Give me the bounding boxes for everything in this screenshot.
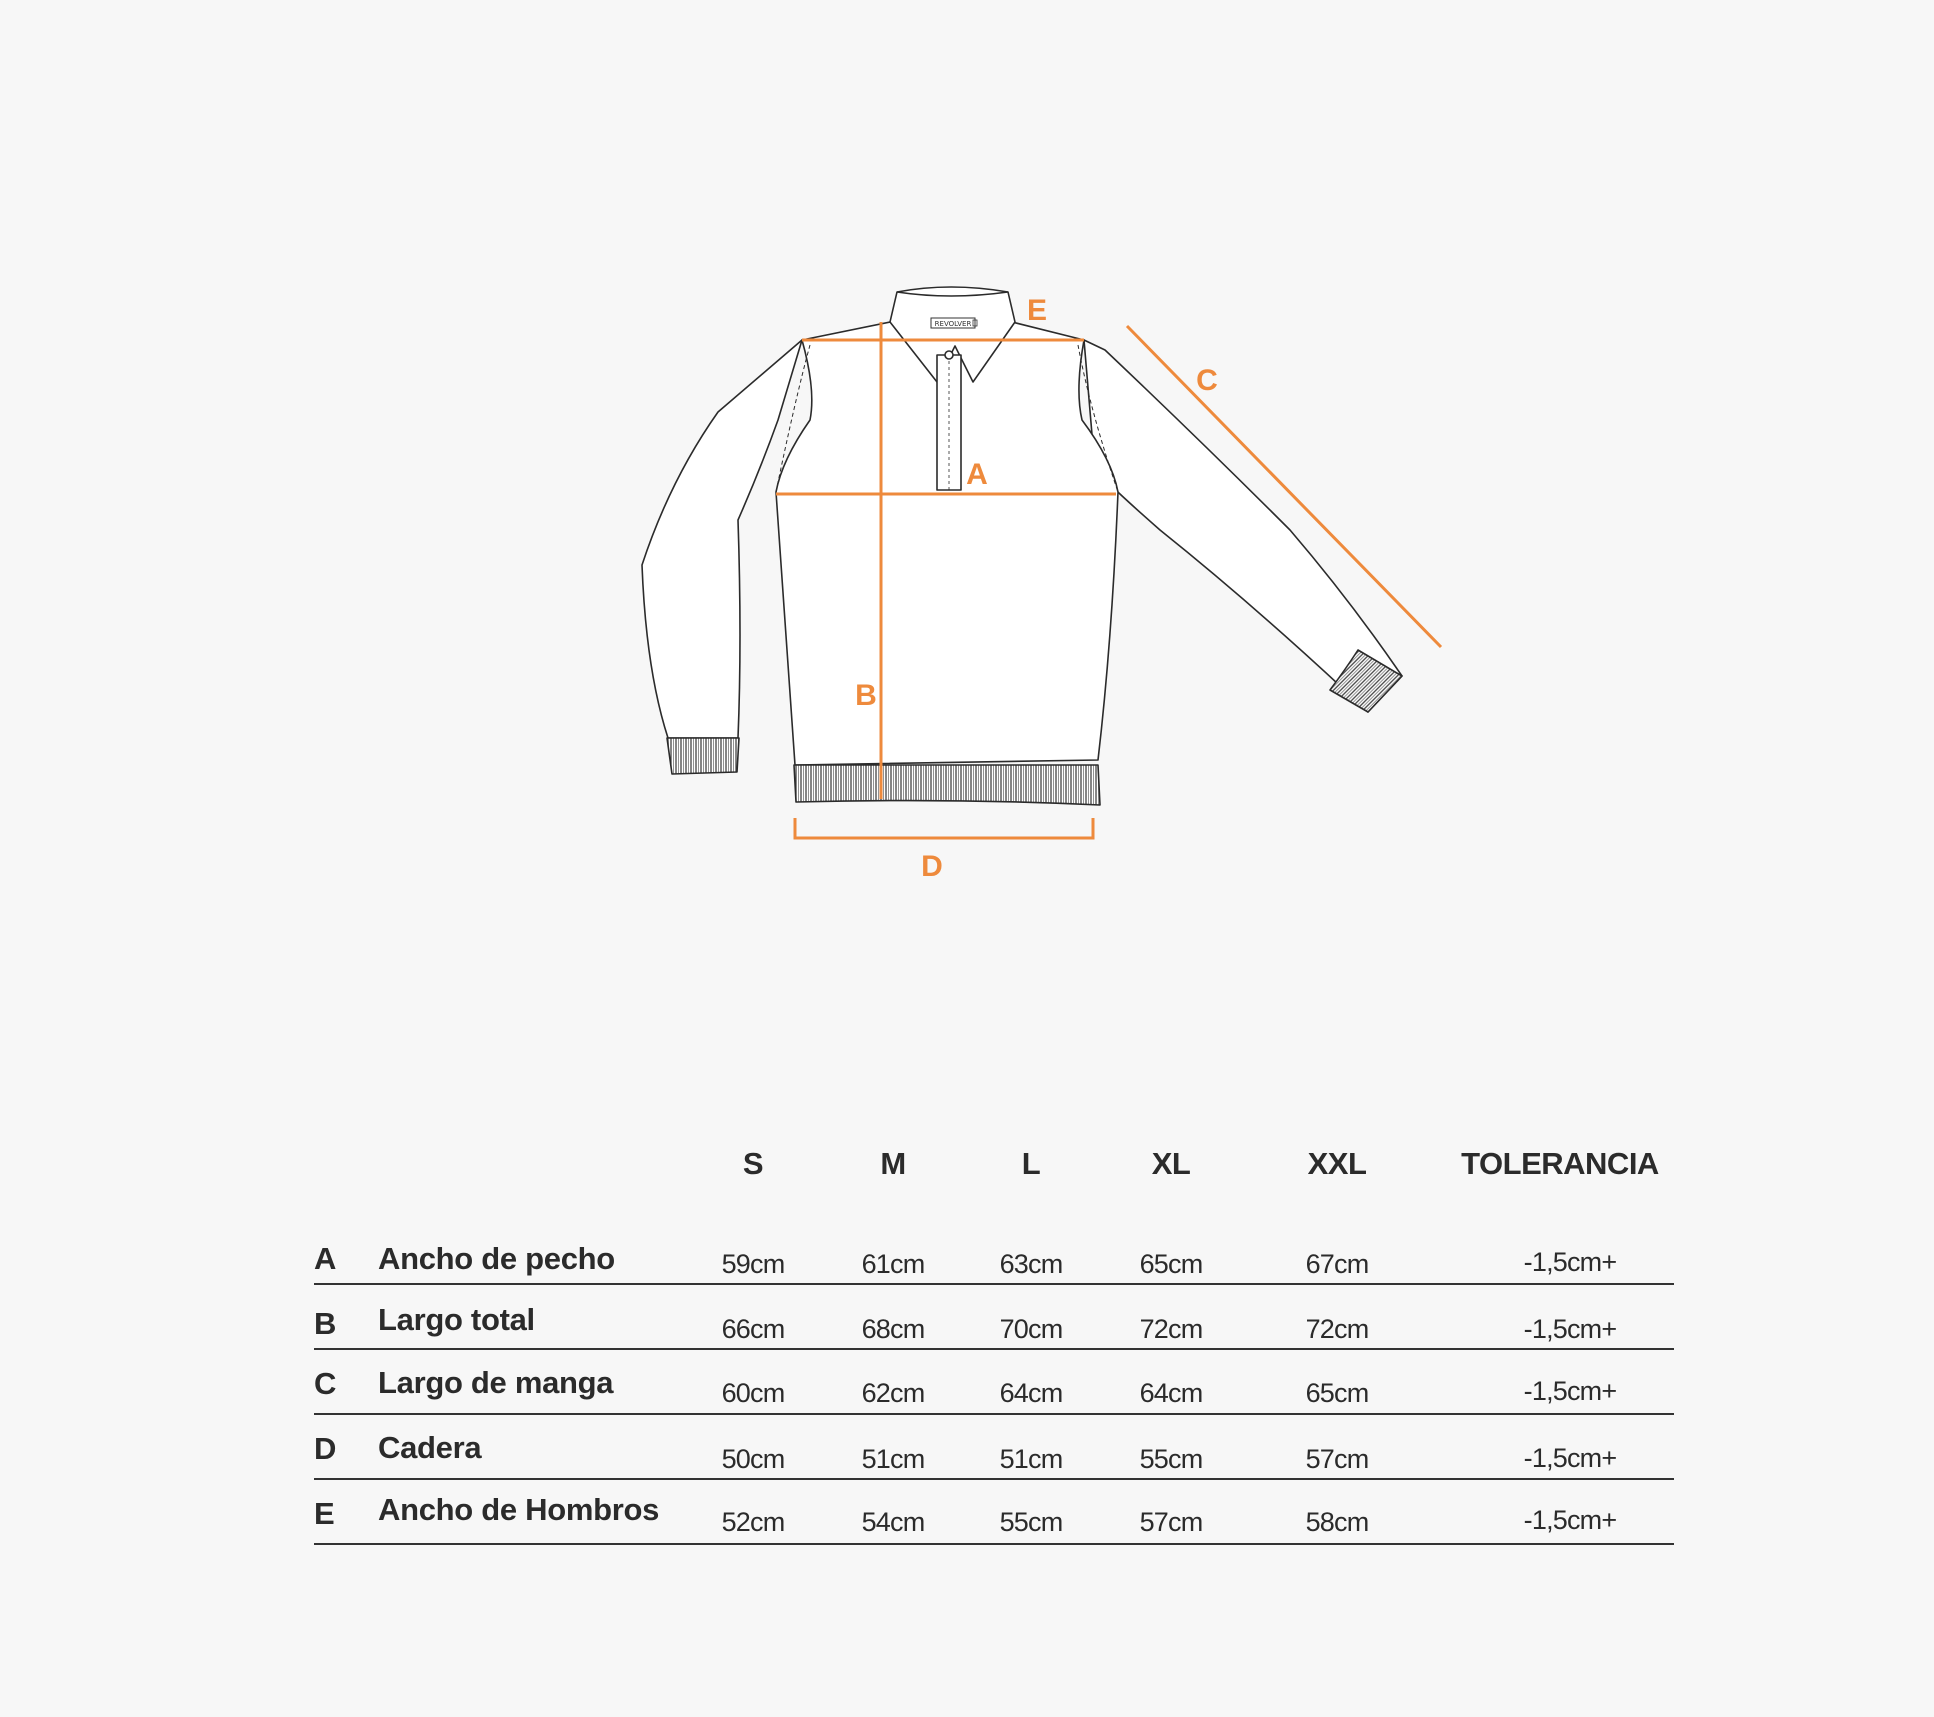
cell-l: 64cm bbox=[999, 1378, 1063, 1408]
cell-xl: 55cm bbox=[1139, 1444, 1203, 1474]
label-a: A bbox=[966, 458, 988, 491]
cell-xxl: 58cm bbox=[1305, 1507, 1369, 1537]
left-cuff bbox=[667, 738, 739, 774]
cell-tolerance: -1,5cm+ bbox=[1523, 1247, 1617, 1277]
cell-m: 61cm bbox=[861, 1249, 925, 1279]
cell-m: 54cm bbox=[861, 1507, 925, 1537]
cell-tolerance: -1,5cm+ bbox=[1523, 1505, 1617, 1535]
row-letter: B bbox=[314, 1306, 337, 1341]
label-e: E bbox=[1026, 294, 1048, 327]
cell-xxl: 67cm bbox=[1305, 1249, 1369, 1279]
col-header-tolerancia: TOLERANCIA bbox=[1461, 1146, 1659, 1181]
col-header-xxl: XXL bbox=[1307, 1146, 1367, 1181]
cell-tolerance: -1,5cm+ bbox=[1523, 1443, 1617, 1473]
measure-line-d bbox=[795, 818, 1093, 838]
left-sleeve bbox=[642, 340, 802, 738]
row-letter: D bbox=[314, 1431, 337, 1466]
cell-s: 50cm bbox=[721, 1444, 785, 1474]
row-measure-name: Largo total bbox=[378, 1302, 535, 1337]
col-header-m: M bbox=[880, 1146, 906, 1181]
cell-l: 51cm bbox=[999, 1444, 1063, 1474]
row-letter: E bbox=[314, 1496, 335, 1531]
brand-tag-label: REVOLVER bbox=[934, 320, 972, 328]
cell-xl: 72cm bbox=[1139, 1314, 1203, 1344]
cell-s: 59cm bbox=[721, 1249, 785, 1279]
row-measure-name: Ancho de Hombros bbox=[378, 1492, 660, 1527]
brand-tag bbox=[931, 318, 977, 328]
cell-m: 51cm bbox=[861, 1444, 925, 1474]
row-measure-name: Ancho de pecho bbox=[378, 1241, 615, 1276]
cell-s: 52cm bbox=[721, 1507, 785, 1537]
row-letter: A bbox=[314, 1241, 337, 1276]
cell-s: 60cm bbox=[721, 1378, 785, 1408]
cell-xl: 57cm bbox=[1139, 1507, 1203, 1537]
cell-xxl: 72cm bbox=[1305, 1314, 1369, 1344]
row-measure-name: Cadera bbox=[378, 1430, 482, 1465]
label-b: B bbox=[855, 679, 877, 712]
hem-rib bbox=[794, 765, 1100, 805]
cell-tolerance: -1,5cm+ bbox=[1523, 1314, 1617, 1344]
sweater-outline bbox=[642, 287, 1402, 805]
cell-xxl: 65cm bbox=[1305, 1378, 1369, 1408]
row-measure-name: Largo de manga bbox=[378, 1365, 614, 1400]
cell-xl: 65cm bbox=[1139, 1249, 1203, 1279]
cell-l: 63cm bbox=[999, 1249, 1063, 1279]
col-header-s: S bbox=[742, 1146, 764, 1181]
cell-m: 62cm bbox=[861, 1378, 925, 1408]
cell-l: 70cm bbox=[999, 1314, 1063, 1344]
cell-s: 66cm bbox=[721, 1314, 785, 1344]
cell-xxl: 57cm bbox=[1305, 1444, 1369, 1474]
row-letter: C bbox=[314, 1366, 337, 1401]
cell-xl: 64cm bbox=[1139, 1378, 1203, 1408]
cell-m: 68cm bbox=[861, 1314, 925, 1344]
cell-tolerance: -1,5cm+ bbox=[1523, 1376, 1617, 1406]
col-header-xl: XL bbox=[1151, 1146, 1191, 1181]
label-d: D bbox=[921, 850, 943, 883]
label-c: C bbox=[1196, 364, 1218, 397]
cell-l: 55cm bbox=[999, 1507, 1063, 1537]
col-header-l: L bbox=[1021, 1146, 1041, 1181]
